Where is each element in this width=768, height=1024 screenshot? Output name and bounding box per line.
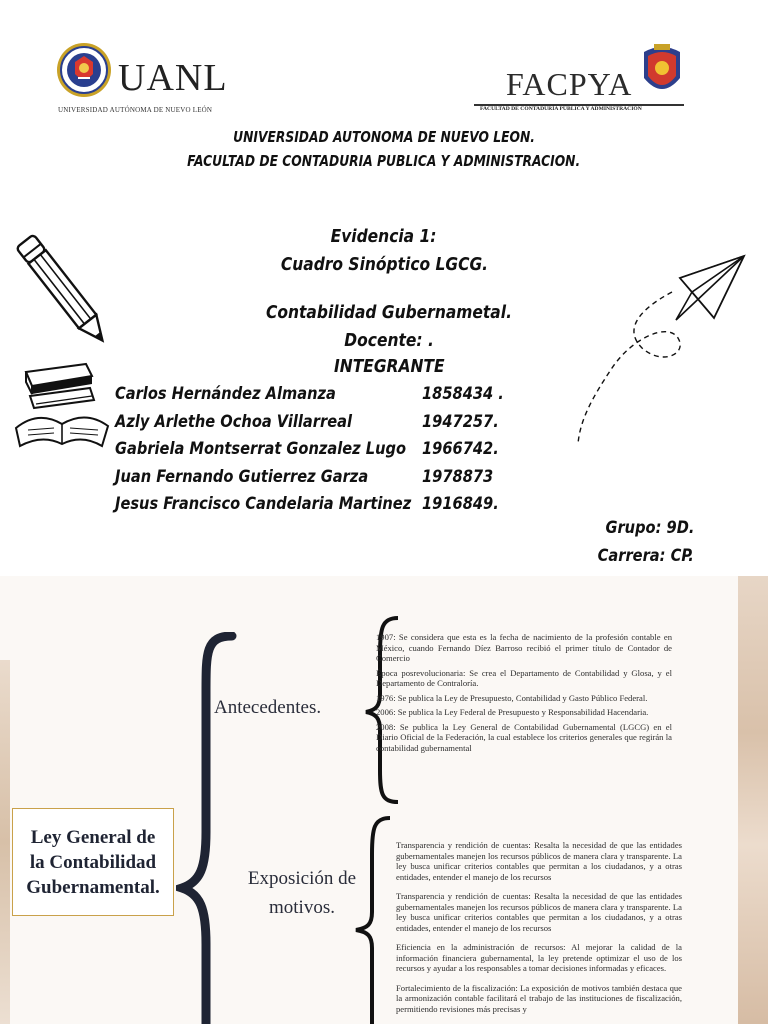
facpya-subtitle: FACULTAD DE CONTADURÍA PÚBLICA Y ADMINISTRACIÓN <box>480 106 642 112</box>
category-exposicion: Exposición de motivos. <box>247 868 357 918</box>
uanl-seal-icon <box>56 42 112 98</box>
student-name: Carlos Hernández Almanza <box>115 384 336 404</box>
student-name: Azly Arlethe Ochoa Villarreal <box>115 411 352 432</box>
main-title <box>26 825 160 900</box>
members-heading: INTEGRANTE <box>333 356 445 377</box>
student-id: 1858434 . <box>422 384 504 404</box>
category-antecedentes: Antecedentes. <box>214 697 322 718</box>
exposicion-item: Transparencia y rendición de cuentas: Resalta la necesidad de que las entidades gubernamentales manejen los recursos públicos de manera clara y transparente. La ley busca unificar criterios contables que permitan a los ciudadanos, y a otras entidades, entender el manejo de los recursos <box>396 891 682 933</box>
exposicion-brace <box>350 814 396 1024</box>
faculty-line <box>0 152 768 171</box>
exposicion-details <box>396 840 682 1023</box>
exposicion-item: Transparencia y rendición de cuentas: Resalta la necesidad de que las entidades gubernamentales manejen los recursos públicos de manera clara y transparente. La ley busca unificar criterios contables que permitan a los ciudadanos, y a otras entidades, entender el manejo de los recursos <box>396 840 682 882</box>
synoptic-chart <box>0 576 768 1024</box>
university-name: UNIVERSIDAD AUTONOMA DE NUEVO LEON. <box>233 128 535 146</box>
antecedentes-item: 2006: Se publica la Ley Federal de Presupuesto y Responsabilidad Hacendaria. <box>376 707 649 717</box>
faculty-name: FACULTAD DE CONTADURIA PUBLICA Y ADMINISTRACION. <box>187 152 581 170</box>
teacher-label: Docente: . <box>344 330 434 351</box>
subject-name: Contabilidad Gubernametal. <box>266 302 512 323</box>
student-name: Jesus Francisco Candelaria Martinez <box>115 494 412 514</box>
main-title-box <box>12 808 174 916</box>
antecedentes-item: 2008: Se publica la Ley General de Contabilidad Gubernamental (LGCG) en el Diario Oficial de la Federación, la cual establece los criterios generales que regirán la contabilidad gubernamental <box>376 721 672 753</box>
antecedentes-details <box>376 632 672 757</box>
uanl-wordmark: UANL <box>118 57 228 99</box>
student-id: 1916849. <box>422 494 499 514</box>
university-line <box>0 128 768 147</box>
exposicion-item: Eficiencia en la administración de recursos: Al mejorar la calidad de la información financiera gubernamental, la ley pretende optimizar el uso de los recursos y ayudar a los responsables a tomar decisiones informadas y eficaces. <box>396 942 682 973</box>
student-id: 1947257. <box>422 411 499 432</box>
group-label: Grupo: 9D. <box>605 518 694 538</box>
assignment-title: Cuadro Sinóptico LGCG. <box>280 254 488 275</box>
marble-texture-left <box>0 660 10 1024</box>
exposicion-item: Fortalecimiento de la fiscalización: La exposición de motivos también destaca que la armonización contable facilitará el trabajo de las instituciones de fiscalización, permitiendo revisiones más precisas y <box>396 982 682 1014</box>
main-brace <box>176 632 246 1024</box>
marble-texture-right <box>738 576 768 1024</box>
antecedentes-item: 1976: Se publica la Ley de Presupuesto, Contabilidad y Gasto Público Federal. <box>376 692 648 703</box>
main-title-line: Ley General de <box>30 826 156 848</box>
career-label: Carrera: CP. <box>597 546 694 566</box>
books-icon <box>12 360 112 452</box>
student-name: Gabriela Montserrat Gonzalez Lugo <box>115 439 407 459</box>
facpya-shield-icon <box>640 42 684 100</box>
facpya-wordmark: FACPYA <box>506 66 633 102</box>
main-title-line: Gubernamental. <box>26 876 160 898</box>
uanl-subtitle: UNIVERSIDAD AUTÓNOMA DE NUEVO LEÓN <box>58 106 213 114</box>
student-name: Juan Fernando Gutierrez Garza <box>115 466 369 487</box>
antecedentes-item: Época posrevolucionaria: Se crea el Departamento de Contabilidad y Glosa, y el Departamento de Contraloría. <box>376 667 672 688</box>
evidence-label: Evidencia 1: <box>331 226 437 247</box>
facpya-logo <box>474 42 688 118</box>
uanl-logo <box>56 42 228 118</box>
student-id: 1978873 <box>422 466 494 487</box>
pencil-icon <box>8 222 118 358</box>
antecedentes-item: 1907: Se considera que esta es la fecha de nacimiento de la profesión contable en México, cuando Fernando Díez Barroso recibió el primer título de Contador de Comercio <box>376 632 672 663</box>
student-id: 1966742. <box>422 439 499 459</box>
main-title-line: la Contabilidad <box>29 851 157 873</box>
paper-plane-icon <box>572 248 752 448</box>
